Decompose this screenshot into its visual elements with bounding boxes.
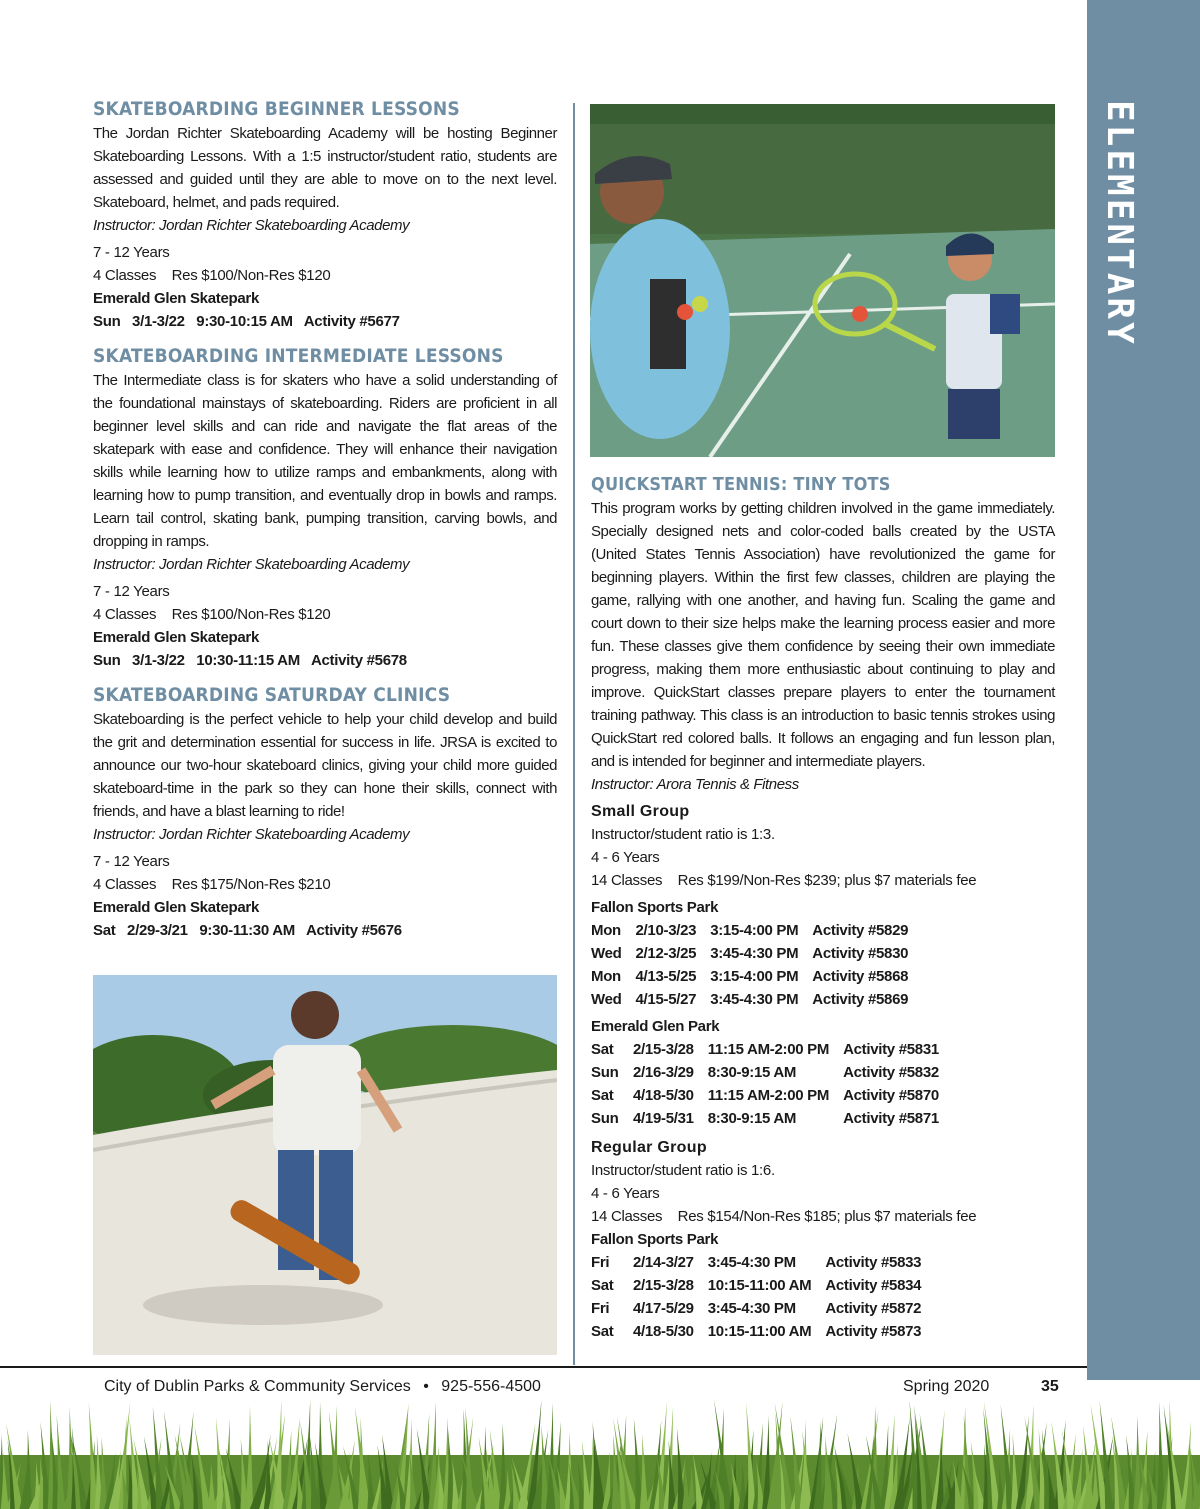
table-row: Sat 2/15-3/28 10:15-11:00 AM Activity #5834 — [591, 1277, 922, 1294]
section-title: SKATEBOARDING BEGINNER LESSONS — [93, 98, 460, 120]
ages: 4 - 6 Years — [591, 849, 660, 866]
location: Emerald Glen Skatepark — [93, 629, 259, 646]
schedule: Sat 2/29-3/21 9:30-11:30 AM Activity #5676 — [93, 922, 402, 939]
location: Emerald Glen Park — [591, 1018, 720, 1035]
small-group-title: Small Group — [591, 803, 690, 820]
instructor: Instructor: Arora Tennis & Fitness — [591, 776, 799, 793]
description: Skateboarding is the perfect vehicle to help your child develop and build the grit and determination essential for success in life. JRSA is excited to announce our two-hour skateboard clinics, giving your child more guided skateboard-time in the park so they can hone their skills, connect with friends, and have a blast learning to ride! — [93, 711, 557, 820]
instructor: Instructor: Jordan Richter Skateboarding Academy — [93, 826, 410, 843]
table-row: Fri 4/17-5/29 3:45-4:30 PM Activity #5872 — [591, 1300, 922, 1317]
regular-group-title: Regular Group — [591, 1139, 707, 1156]
description: The Jordan Richter Skateboarding Academy will be hosting Beginner Skateboarding Lessons. With a 1:5 instructor/student ratio, students are assessed and guided until they are able to move on to the next level. Skateboard, helmet, and pads required. — [93, 125, 557, 211]
location: Fallon Sports Park — [591, 1231, 719, 1248]
footer-season: Spring 2020 — [903, 1378, 990, 1395]
schedule: Sun 3/1-3/22 9:30-10:15 AM Activity #5677 — [93, 313, 400, 330]
location: Fallon Sports Park — [591, 899, 719, 916]
instructor: Instructor: Jordan Richter Skateboarding Academy — [93, 556, 410, 573]
footer-org — [104, 1378, 541, 1396]
location: Emerald Glen Skatepark — [93, 290, 259, 307]
table-row: Wed 4/15-5/27 3:45-4:30 PM Activity #5869 — [591, 991, 909, 1008]
table-row: Sun 4/19-5/31 8:30-9:15 AM Activity #5871 — [591, 1110, 939, 1127]
org-name: City of Dublin Parks & Community Services — [104, 1378, 411, 1395]
fees: 14 Classes Res $154/Non-Res $185; plus $7 materials fee — [591, 1208, 977, 1225]
instructor: Instructor: Jordan Richter Skateboarding Academy — [93, 217, 410, 234]
schedule: Sun 3/1-3/22 10:30-11:15 AM Activity #5678 — [93, 652, 407, 669]
section-title: QUICKSTART TENNIS: TINY TOTS — [591, 474, 891, 495]
bullet: • — [423, 1378, 429, 1395]
table-row: Sun 2/16-3/29 8:30-9:15 AM Activity #5832 — [591, 1064, 939, 1081]
footer-rule — [0, 1366, 1087, 1368]
column-divider — [573, 103, 575, 1365]
ages: 7 - 12 Years — [93, 583, 170, 600]
tennis-photo — [590, 104, 1055, 457]
beginner-lessons-section — [93, 98, 557, 333]
description: The Intermediate class is for skaters who have a solid understanding of the foundational mainstays of skateboarding. Riders are proficient in all beginner level skills and can ride and navigate the flat areas of the skatepark with ease and confidence. They will enhance their navigation skills while learning how to utilize ramps and embankments, along with learning how to pump transition, and eventually drop in bowls and ramps. Learn tail control, skating bank, pumping transition, carving bowls, and dropping in ramps. — [93, 372, 557, 550]
table-row: Sat 4/18-5/30 10:15-11:00 AM Activity #5873 — [591, 1323, 922, 1340]
table-row: Sat 4/18-5/30 11:15 AM-2:00 PM Activity #5870 — [591, 1087, 939, 1104]
section-title: SKATEBOARDING INTERMEDIATE LESSONS — [93, 345, 504, 367]
ages: 7 - 12 Years — [93, 244, 170, 261]
fees: 4 Classes Res $100/Non-Res $120 — [93, 267, 331, 284]
table-row: Wed 2/12-3/25 3:45-4:30 PM Activity #5830 — [591, 945, 909, 962]
section-title: SKATEBOARDING SATURDAY CLINICS — [93, 684, 451, 706]
section-label: ELEMENTARY — [1099, 100, 1140, 347]
schedule-table — [591, 919, 922, 1011]
table-row: Sat 2/15-3/28 11:15 AM-2:00 PM Activity #5831 — [591, 1041, 939, 1058]
ratio: Instructor/student ratio is 1:6. — [591, 1162, 775, 1179]
table-row: Fri 2/14-3/27 3:45-4:30 PM Activity #5833 — [591, 1254, 922, 1271]
schedule-table — [591, 1251, 935, 1343]
ratio: Instructor/student ratio is 1:3. — [591, 826, 775, 843]
fees: 4 Classes Res $175/Non-Res $210 — [93, 876, 331, 893]
right-column — [591, 474, 1055, 1343]
left-column — [93, 98, 557, 954]
phone: 925-556-4500 — [441, 1378, 541, 1395]
page-number: 35 — [1041, 1378, 1059, 1395]
fees: 4 Classes Res $100/Non-Res $120 — [93, 606, 331, 623]
location: Emerald Glen Skatepark — [93, 899, 259, 916]
saturday-clinics-section — [93, 684, 557, 942]
ages: 4 - 6 Years — [591, 1185, 660, 1202]
table-row: Mon 4/13-5/25 3:15-4:00 PM Activity #5868 — [591, 968, 909, 985]
fees: 14 Classes Res $199/Non-Res $239; plus $7 materials fee — [591, 872, 977, 889]
ages: 7 - 12 Years — [93, 853, 170, 870]
schedule-table — [591, 1038, 953, 1130]
skateboarding-photo — [93, 975, 557, 1355]
grass-decoration — [0, 1395, 1200, 1509]
table-row: Mon 2/10-3/23 3:15-4:00 PM Activity #5829 — [591, 922, 909, 939]
description: This program works by getting children involved in the game immediately. Specially designed nets and color-coded balls created by the USTA (United States Tennis Association) have revolutionized the game for beginning players. Within the first few classes, children are playing the game, rallying with one another, and having fun. Scaling the game and court down to their size helps make the learning process easier and more fun. These classes give them confidence by seeing their own immediate progress, making them more enthusiastic about continuing to play and improve. QuickStart classes prepare players to enter the tournament training pathway. This class is an introduction to basic tennis strokes using QuickStart red colored balls. It follows an engaging and fun lesson plan, and is intended for beginner and intermediate players. — [591, 500, 1055, 770]
intermediate-lessons-section — [93, 345, 557, 672]
